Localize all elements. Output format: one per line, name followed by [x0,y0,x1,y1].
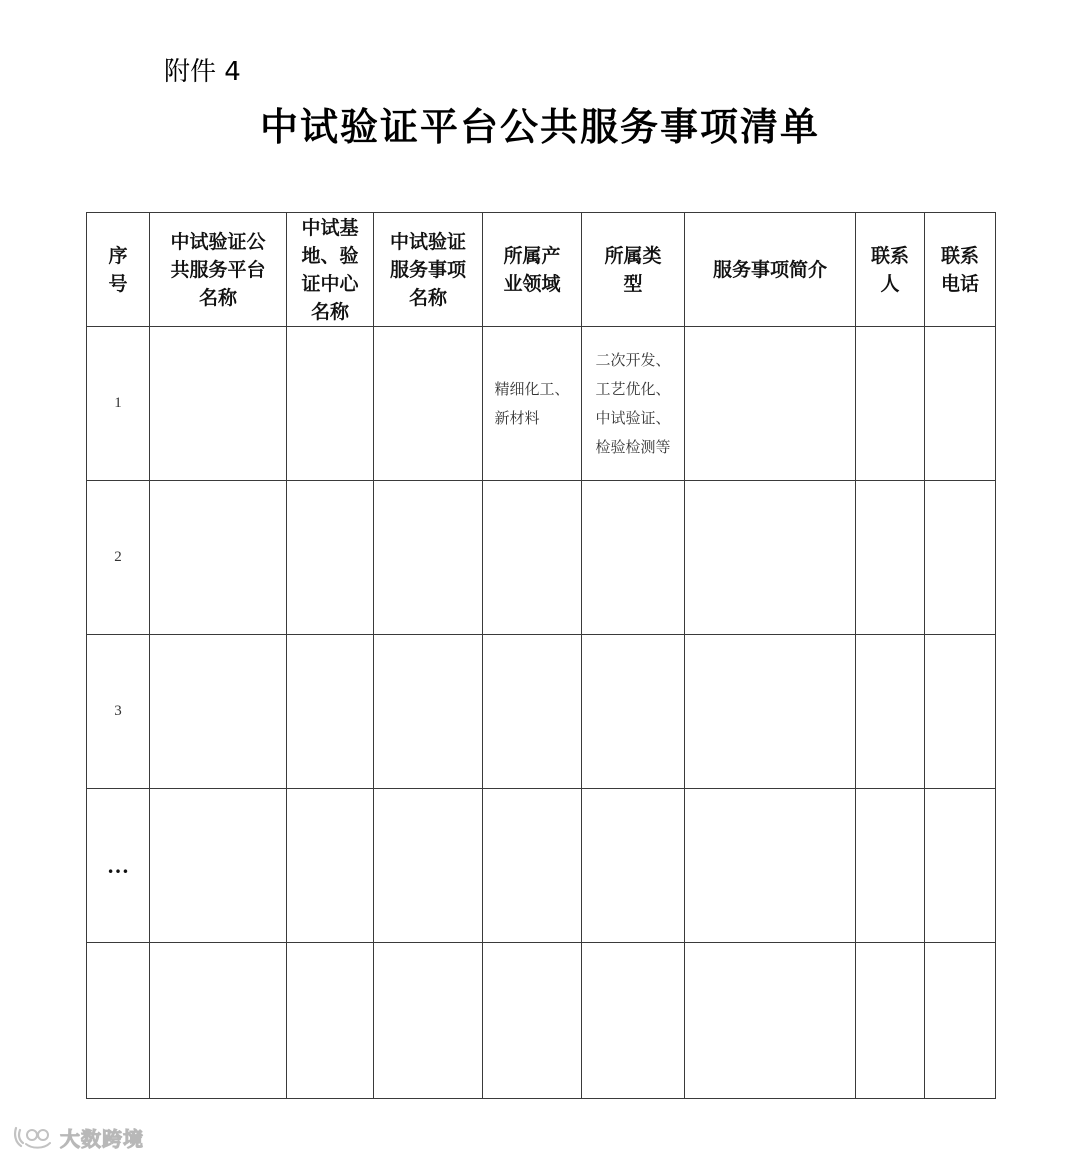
header-phone: 联系 电话 [925,213,996,327]
contact-cell [856,481,925,635]
category-cell [582,481,685,635]
table-row [87,789,996,943]
row-seq-cell: 3 [87,635,150,789]
header-seq: 序 号 [87,213,150,327]
row-seq-cell: 2 [87,481,150,635]
header-base-name: 中试基 地、验 证中心 名称 [287,213,374,327]
table-row [87,327,996,481]
industry-cell [483,635,582,789]
table-row [87,943,996,1099]
watermark [12,1122,144,1152]
table-row [87,481,996,635]
category-cell [582,635,685,789]
row-seq-cell: … [87,789,150,943]
industry-cell [483,943,582,1099]
description-cell [685,635,856,789]
platform-name-cell [150,943,287,1099]
phone-cell [925,635,996,789]
header-contact: 联系 人 [856,213,925,327]
platform-name-cell [150,327,287,481]
attachment-label: 附件 4 [164,57,241,87]
header-platform-name: 中试验证公 共服务平台 名称 [150,213,287,327]
category-cell: 二次开发、 工艺优化、 中试验证、 检验检测等 [582,327,685,481]
description-cell [685,481,856,635]
item-name-cell [374,327,483,481]
table-header-row [87,213,996,327]
row-seq-cell [87,943,150,1099]
contact-cell [856,327,925,481]
industry-cell [483,789,582,943]
item-name-cell [374,943,483,1099]
header-item-name: 中试验证 服务事项 名称 [374,213,483,327]
watermark-logo-icon [12,1124,56,1150]
description-cell [685,943,856,1099]
document-title: 中试验证平台公共服务事项清单 [259,104,820,149]
item-name-cell [374,789,483,943]
category-cell [582,943,685,1099]
industry-cell [483,481,582,635]
item-name-cell [374,481,483,635]
service-items-table [86,212,996,1099]
phone-cell [925,943,996,1099]
description-cell [685,327,856,481]
base-name-cell [287,943,374,1099]
description-cell [685,789,856,943]
phone-cell [925,481,996,635]
header-category: 所属类 型 [582,213,685,327]
contact-cell [856,789,925,943]
header-description: 服务事项简介 [685,213,856,327]
contact-cell [856,635,925,789]
item-name-cell [374,635,483,789]
base-name-cell [287,789,374,943]
watermark-text: 大数跨境 [60,1126,144,1151]
base-name-cell [287,481,374,635]
base-name-cell [287,327,374,481]
phone-cell [925,327,996,481]
platform-name-cell [150,789,287,943]
table-row [87,635,996,789]
platform-name-cell [150,481,287,635]
category-cell [582,789,685,943]
base-name-cell [287,635,374,789]
phone-cell [925,789,996,943]
row-seq-cell: 1 [87,327,150,481]
platform-name-cell [150,635,287,789]
contact-cell [856,943,925,1099]
header-industry: 所属产 业领域 [483,213,582,327]
industry-cell: 精细化工、 新材料 [483,327,582,481]
